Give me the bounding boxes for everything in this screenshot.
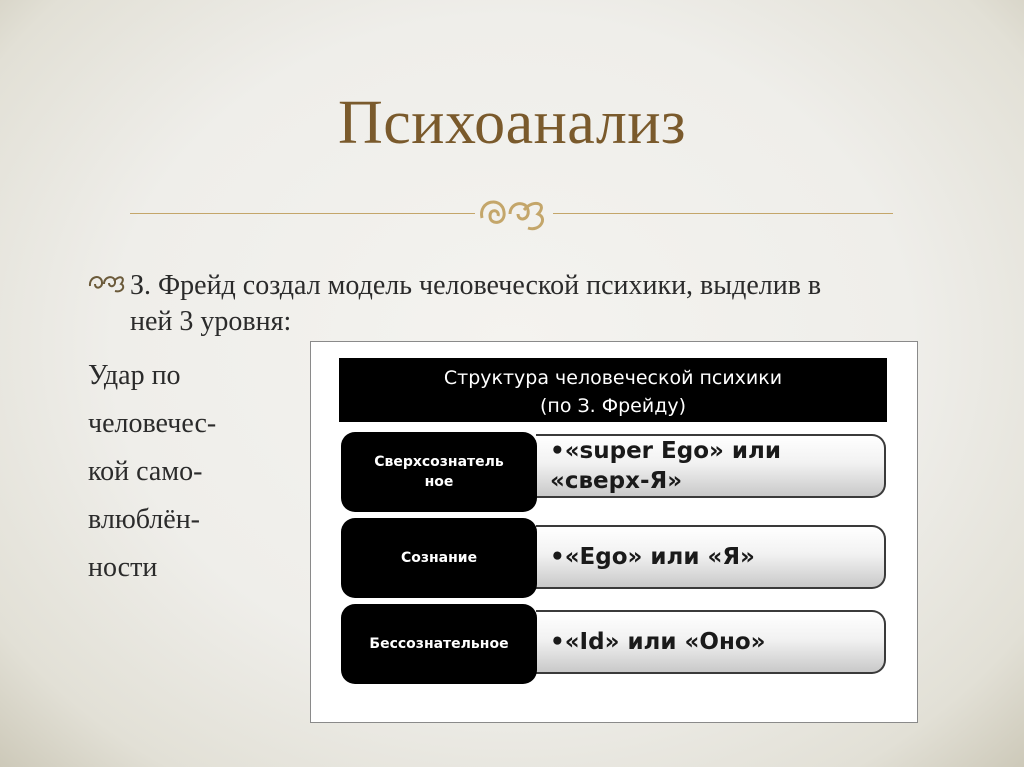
level-description-id xyxy=(536,610,886,674)
level-label-superego xyxy=(341,432,537,512)
level-label-ego xyxy=(341,518,537,598)
side-line: влюблён- xyxy=(88,504,200,535)
level-description-line: •«Ego» или «Я» xyxy=(550,544,755,570)
title-divider-left xyxy=(130,213,475,214)
side-line: ности xyxy=(88,552,158,583)
flourish-bullet-icon xyxy=(87,268,127,294)
diagram-header-line: Структура человеческой психики xyxy=(443,367,783,389)
psyche-structure-diagram xyxy=(310,341,918,723)
level-label-line: ное xyxy=(424,474,454,490)
level-label-line: Бессознательное xyxy=(369,636,509,652)
level-description-line: «сверх-Я» xyxy=(550,468,683,494)
slide-title: Психоанализ xyxy=(338,89,686,157)
level-description-ego xyxy=(536,525,886,589)
title-divider-right xyxy=(553,213,893,214)
side-line: человечес- xyxy=(88,408,217,439)
level-description-superego xyxy=(536,434,886,498)
diagram-header-line: (по З. Фрейду) xyxy=(539,395,686,417)
level-description-line: •«Id» или «Оно» xyxy=(550,629,766,655)
bullet-text: З. Фрейд создал модель человеческой психики, выделив в ней 3 уровня: xyxy=(130,270,822,337)
level-description-line: •«super Ego» или xyxy=(550,438,781,464)
diagram-header xyxy=(339,358,887,422)
level-label-line: Сознание xyxy=(400,550,478,566)
flourish-ornament-icon xyxy=(474,188,554,236)
side-line: кой само- xyxy=(88,456,203,487)
level-label-id xyxy=(341,604,537,684)
side-text xyxy=(88,352,288,592)
side-line: Удар по xyxy=(88,360,181,391)
level-label-line: Сверхсознатель xyxy=(374,454,504,470)
